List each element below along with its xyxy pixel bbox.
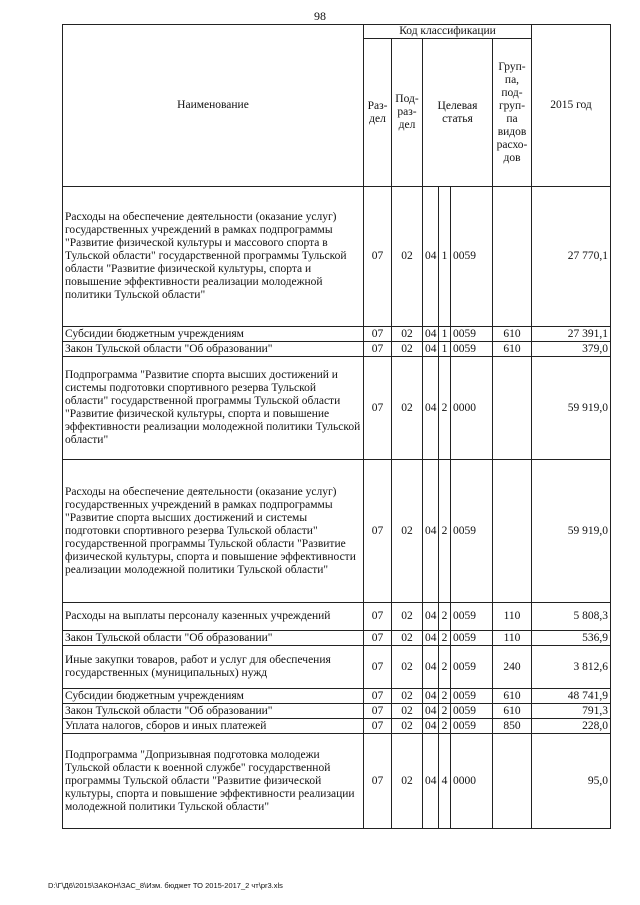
header-tselevaya [423, 39, 493, 187]
row-code: 0059 [451, 187, 493, 327]
row-program: 04 [423, 689, 439, 704]
row-subprogram: 2 [439, 719, 451, 734]
row-program: 04 [423, 631, 439, 646]
row-podrazdel: 02 [392, 327, 423, 342]
header-razdel-text: Раз- дел [367, 99, 388, 125]
header-code-group: Код классификации [364, 25, 532, 39]
row-name: Субсидии бюджетным учреждениям [63, 689, 364, 704]
header-podrazdel-text: Под- раз- дел [395, 93, 419, 131]
row-name: Иные закупки товаров, работ и услуг для обеспечения государственных (муниципальных) нужд [63, 646, 364, 689]
row-sum: 59 919,0 [532, 460, 611, 603]
row-razdel: 07 [364, 689, 392, 704]
row-podrazdel: 02 [392, 187, 423, 327]
row-code: 0059 [451, 646, 493, 689]
row-podrazdel: 02 [392, 342, 423, 357]
header-podrazdel [392, 39, 423, 187]
row-expense-type [493, 734, 532, 829]
table-row [63, 460, 611, 603]
row-podrazdel: 02 [392, 357, 423, 460]
row-expense-type: 610 [493, 704, 532, 719]
row-subprogram: 2 [439, 357, 451, 460]
row-razdel: 07 [364, 187, 392, 327]
table-row [63, 187, 611, 327]
row-sum: 536,9 [532, 631, 611, 646]
table-row [63, 603, 611, 631]
row-program: 04 [423, 603, 439, 631]
row-sum: 95,0 [532, 734, 611, 829]
row-program: 04 [423, 327, 439, 342]
row-sum: 27 391,1 [532, 327, 611, 342]
table-row [63, 704, 611, 719]
row-podrazdel: 02 [392, 734, 423, 829]
header-name: Наименование [63, 25, 364, 187]
row-sum: 5 808,3 [532, 603, 611, 631]
row-razdel: 07 [364, 342, 392, 357]
row-name: Закон Тульской области "Об образовании" [63, 342, 364, 357]
row-subprogram: 2 [439, 460, 451, 603]
row-podrazdel: 02 [392, 719, 423, 734]
table-row [63, 689, 611, 704]
row-name: Закон Тульской области "Об образовании" [63, 631, 364, 646]
header-gruppa-text: Груп- па, под- груп- па видов расхо- дов [496, 60, 528, 164]
row-razdel: 07 [364, 357, 392, 460]
row-sum: 59 919,0 [532, 357, 611, 460]
row-razdel: 07 [364, 719, 392, 734]
header-tselevaya-text: Целевая статья [437, 99, 478, 125]
row-expense-type: 610 [493, 342, 532, 357]
table-row [63, 342, 611, 357]
row-subprogram: 2 [439, 603, 451, 631]
row-subprogram: 2 [439, 646, 451, 689]
row-name: Расходы на выплаты персоналу казенных учреждений [63, 603, 364, 631]
row-code: 0000 [451, 357, 493, 460]
row-program: 04 [423, 704, 439, 719]
row-podrazdel: 02 [392, 646, 423, 689]
row-expense-type [493, 187, 532, 327]
row-code: 0059 [451, 689, 493, 704]
table-row [63, 357, 611, 460]
row-name: Расходы на обеспечение деятельности (оказание услуг) государственных учреждений в рамках подпрограммы "Развитие физической культуры и массового спорта в Тульской области" государственной программы Тульской области "Развитие физической культуры, спорта и повышение эффективности реализации молодежной политики Тульской области" [63, 187, 364, 327]
table-row [63, 734, 611, 829]
row-program: 04 [423, 719, 439, 734]
row-name: Подпрограмма "Развитие спорта высших достижений и системы подготовки спортивного резерва Тульской области" государственной программы Тульской области "Развитие физической культуры, спорта и повышение эффективности реализации молодежной политики Тульской области" [63, 357, 364, 460]
table-row [63, 327, 611, 342]
row-razdel: 07 [364, 603, 392, 631]
table-row [63, 631, 611, 646]
row-code: 0000 [451, 734, 493, 829]
row-razdel: 07 [364, 460, 392, 603]
row-razdel: 07 [364, 631, 392, 646]
row-program: 04 [423, 342, 439, 357]
footer-file-path: D:\Г\Д6\2015\ЗАКОН\ЗАС_8\Изм. бюджет ТО 2015-2017_2 чт\pr3.xls [48, 881, 283, 890]
row-expense-type: 110 [493, 631, 532, 646]
row-subprogram: 1 [439, 187, 451, 327]
row-program: 04 [423, 460, 439, 603]
row-razdel: 07 [364, 734, 392, 829]
budget-table [62, 24, 611, 829]
row-name: Субсидии бюджетным учреждениям [63, 327, 364, 342]
row-expense-type: 610 [493, 327, 532, 342]
row-sum: 379,0 [532, 342, 611, 357]
row-expense-type [493, 460, 532, 603]
row-subprogram: 2 [439, 631, 451, 646]
row-subprogram: 4 [439, 734, 451, 829]
page-number: 98 [314, 9, 326, 23]
row-code: 0059 [451, 631, 493, 646]
table-row [63, 719, 611, 734]
row-expense-type: 850 [493, 719, 532, 734]
row-subprogram: 2 [439, 704, 451, 719]
row-code: 0059 [451, 719, 493, 734]
row-code: 0059 [451, 704, 493, 719]
row-name: Подпрограмма "Допризывная подготовка молодежи Тульской области к военной службе" государственной программы Тульской области "Развитие физической культуры, спорта и повышение эффективности реализации молодежной политики Тульской области" [63, 734, 364, 829]
header-gruppa [493, 39, 532, 187]
row-code: 0059 [451, 342, 493, 357]
row-program: 04 [423, 187, 439, 327]
row-subprogram: 1 [439, 342, 451, 357]
row-subprogram: 1 [439, 327, 451, 342]
row-sum: 791,3 [532, 704, 611, 719]
row-code: 0059 [451, 460, 493, 603]
row-podrazdel: 02 [392, 631, 423, 646]
row-expense-type [493, 357, 532, 460]
header-razdel [364, 39, 392, 187]
row-name: Уплата налогов, сборов и иных платежей [63, 719, 364, 734]
row-sum: 27 770,1 [532, 187, 611, 327]
row-name: Расходы на обеспечение деятельности (оказание услуг) государственных учреждений в рамках подпрограммы "Развитие спорта высших достижений и системы подготовки спортивного резерва Тульской области" государственной программы Тульской области "Развитие физической культуры, спорта и повышение эффективности реализации молодежной политики Тульской области" [63, 460, 364, 603]
row-code: 0059 [451, 603, 493, 631]
row-sum: 228,0 [532, 719, 611, 734]
row-code: 0059 [451, 327, 493, 342]
row-podrazdel: 02 [392, 603, 423, 631]
row-program: 04 [423, 734, 439, 829]
row-sum: 3 812,6 [532, 646, 611, 689]
header-year: 2015 год [532, 25, 611, 187]
row-program: 04 [423, 646, 439, 689]
row-program: 04 [423, 357, 439, 460]
row-name: Закон Тульской области "Об образовании" [63, 704, 364, 719]
table-row [63, 646, 611, 689]
row-razdel: 07 [364, 327, 392, 342]
row-expense-type: 610 [493, 689, 532, 704]
row-podrazdel: 02 [392, 704, 423, 719]
row-podrazdel: 02 [392, 689, 423, 704]
row-podrazdel: 02 [392, 460, 423, 603]
row-razdel: 07 [364, 704, 392, 719]
row-razdel: 07 [364, 646, 392, 689]
row-expense-type: 240 [493, 646, 532, 689]
row-sum: 48 741,9 [532, 689, 611, 704]
row-expense-type: 110 [493, 603, 532, 631]
row-subprogram: 2 [439, 689, 451, 704]
